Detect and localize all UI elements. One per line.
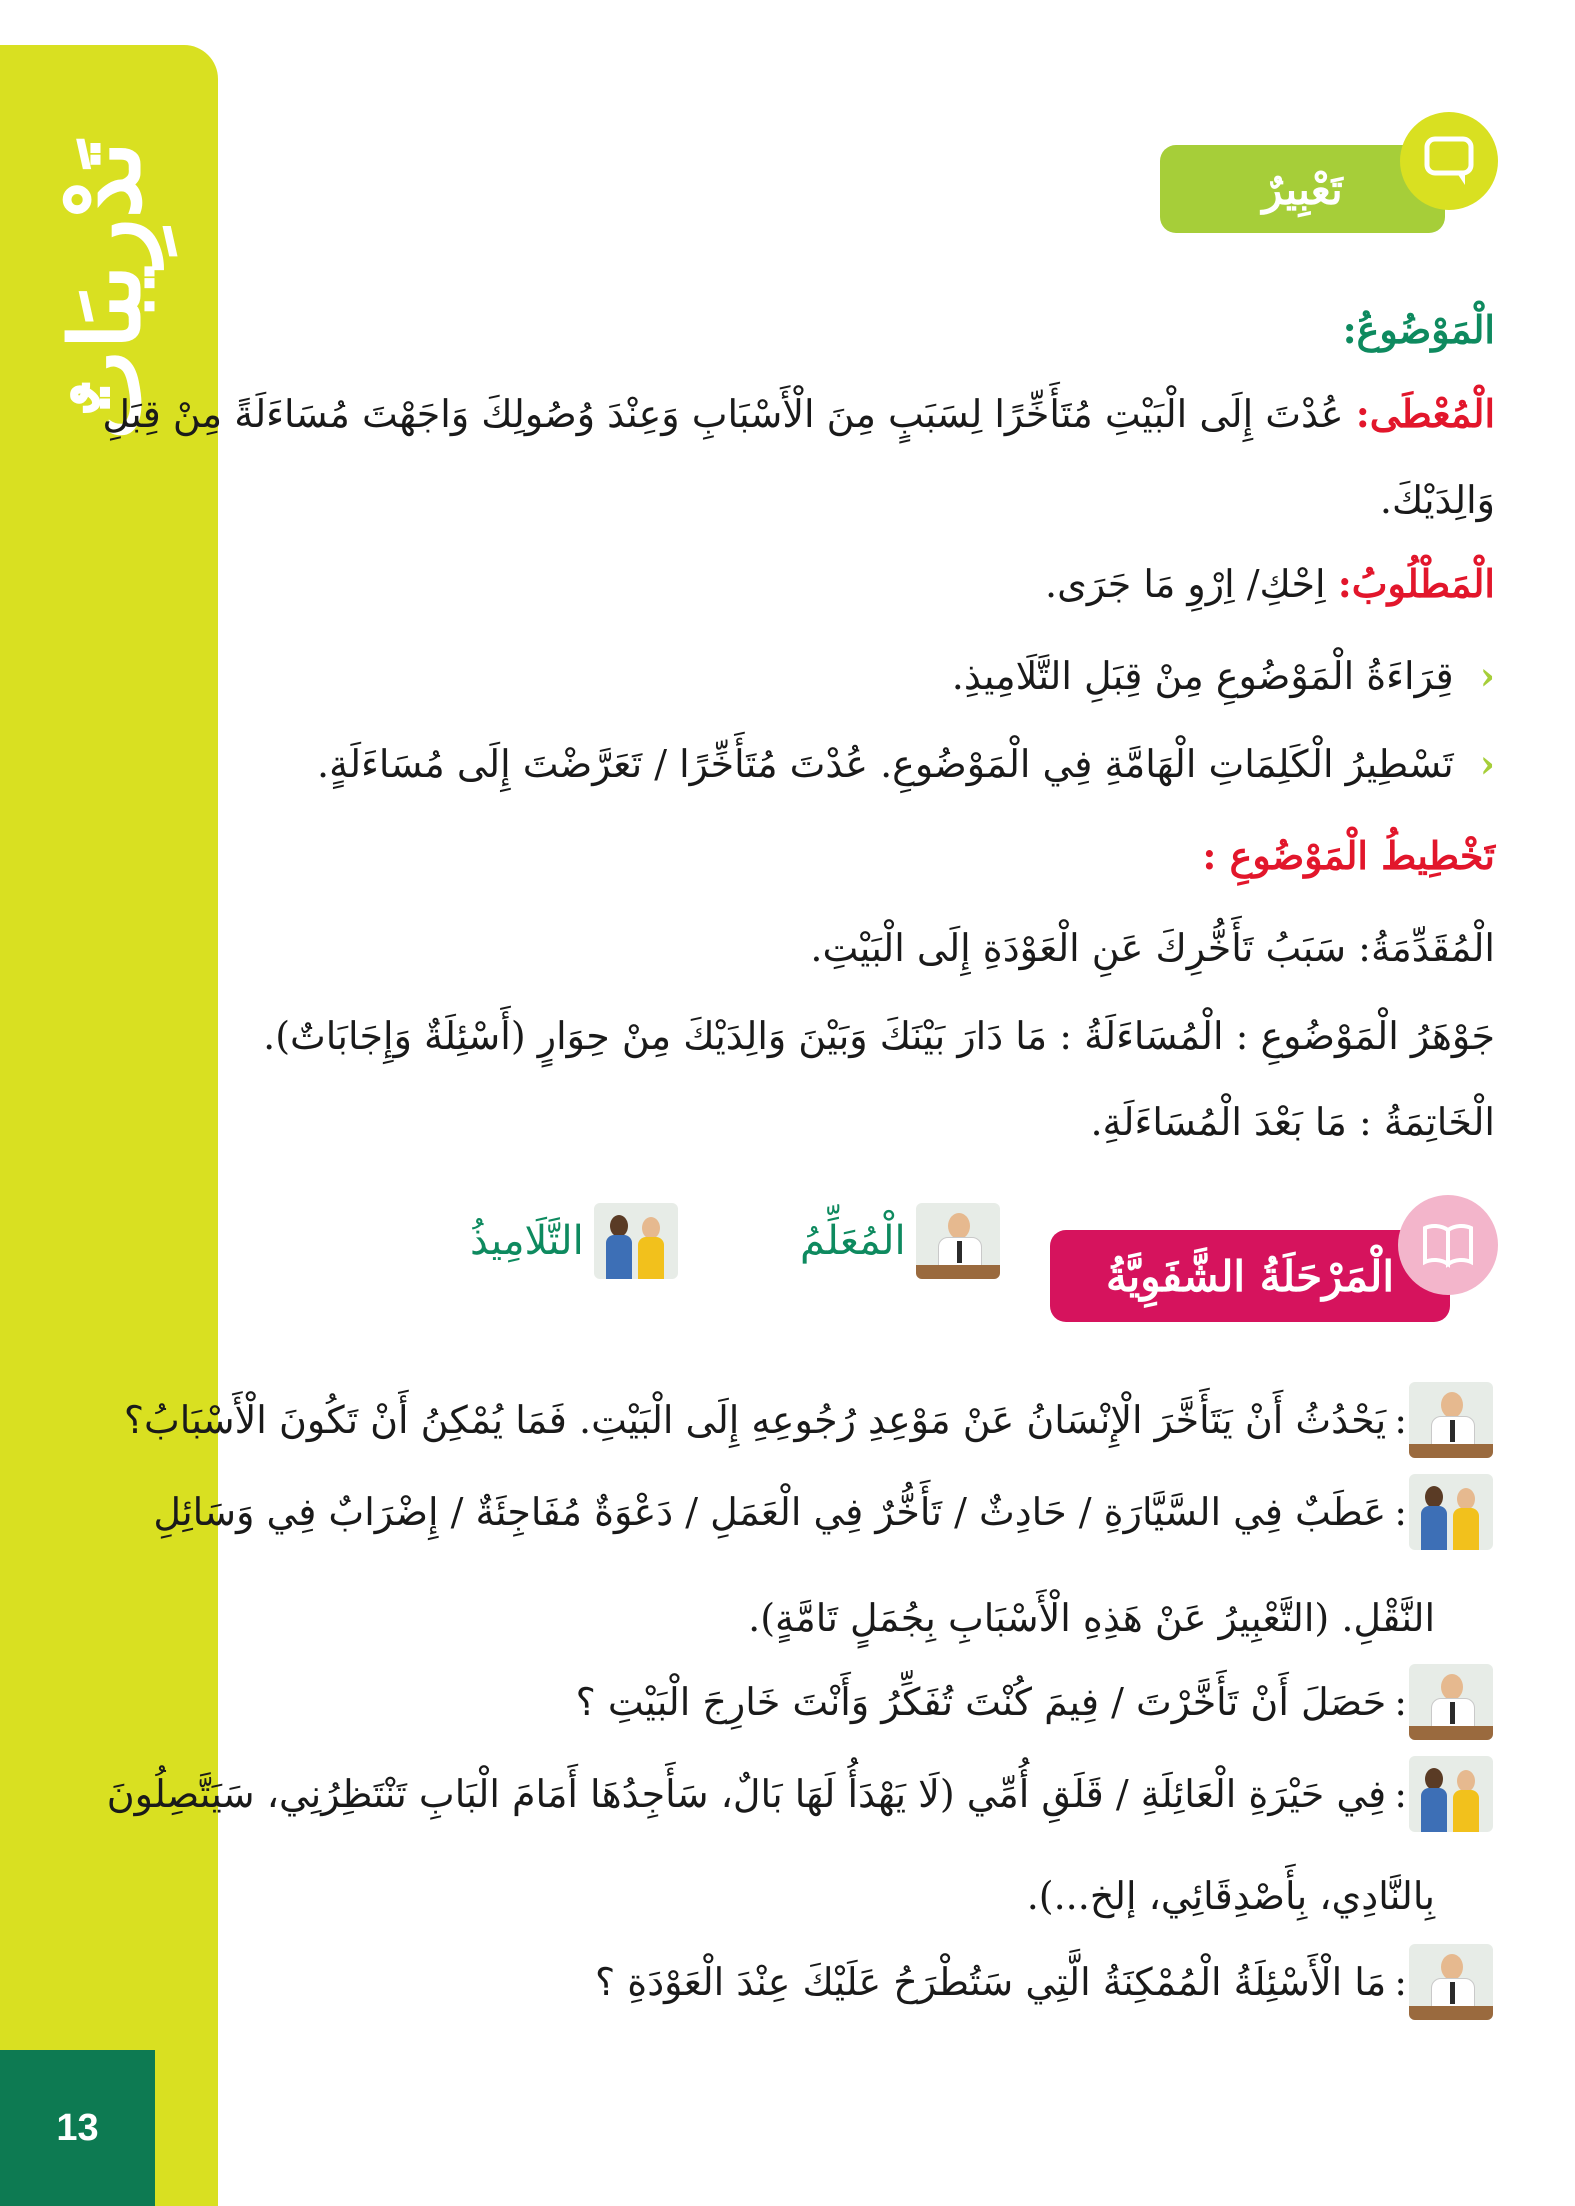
step-text: قِرَاءَةُ الْمَوْضُوعِ مِنْ قِبَلِ التَّلَامِيذِ. [951, 654, 1454, 698]
plan-body-text: جَوْهَرُ الْمَوْضُوعِ : الْمُسَاءَلَةُ : مَا دَارَ بَيْنَكَ وَبَيْنَ وَالِدَيْكَ مِنْ حِوَارٍ (أَسْئِلَةٌ وَإِجَابَاتٌ). [263, 1014, 1495, 1058]
plan-body [263, 1008, 1495, 1064]
legend-students-label: التَّلَامِيذُ [470, 1218, 584, 1264]
colon: : [1394, 1398, 1407, 1442]
colon: : [1394, 1772, 1407, 1816]
dialog-row [595, 1944, 1493, 2020]
colon: : [1394, 1490, 1407, 1534]
section-oral-header [1050, 1230, 1450, 1322]
topic-label [1343, 302, 1495, 358]
topic-label-text: الْمَوْضُوعُ: [1342, 307, 1495, 352]
required-text: اِحْكِ/ اِرْوِ مَا جَرَى. [1045, 562, 1326, 606]
plan-label [1202, 828, 1495, 884]
legend-students [470, 1195, 678, 1287]
dialog-text: حَصَلَ أَنْ تَأَخَّرْتَ / فِيمَ كُنْتَ تُفَكِّرُ وَأَنْتَ خَارِجَ الْبَيْتِ ؟ [575, 1680, 1387, 1724]
step-item [952, 648, 1495, 704]
required-line [1045, 556, 1495, 612]
colon: : [1394, 1960, 1407, 2004]
given-text-2: وَالِدَيْكَ. [1379, 478, 1495, 522]
dialog-text: يَحْدُثُ أَنْ يَتَأَخَّرَ الْإِنْسَانُ عَنْ مَوْعِدِ رُجُوعِهِ إِلَى الْبَيْتِ. فَمَا يُمْكِنُ أَنْ تَكُونَ الْأَسْبَابُ؟ [123, 1398, 1387, 1442]
dialog-row [153, 1474, 1493, 1550]
given-label: الْمُعْطَى: [1355, 391, 1495, 436]
page-number-box [0, 2050, 155, 2206]
chevron-left-icon: ‹ [1479, 741, 1495, 786]
teacher-avatar [1409, 1664, 1493, 1740]
students-avatar [1409, 1474, 1493, 1550]
step-text: تَسْطِيرُ الْكَلِمَاتِ الْهَامَّةِ فِي الْمَوْضُوعِ. عُدْتَ مُتَأَخِّرًا / تَعَرَّضْتَ إِلَى مُسَاءَلَةٍ. [317, 742, 1454, 786]
teacher-avatar [1409, 1944, 1493, 2020]
legend-teacher-label: الْمُعَلِّمُ [800, 1218, 906, 1264]
chevron-left-icon: ‹ [1479, 653, 1495, 698]
dialog-row [124, 1382, 1493, 1458]
side-tab-title-text: تَدْرِيبَاتٌ [48, 140, 162, 440]
plan-intro-text: الْمُقَدِّمَةُ: سَبَبُ تَأَخُّرِكَ عَنِ الْعَوْدَةِ إِلَى الْبَيْتِ. [810, 926, 1495, 970]
dialog-text-continued: النَّقْلِ. (التَّعْبِيرُ عَنْ هَذِهِ الْأَسْبَابِ بِجُمَلٍ تَامَّةٍ). [748, 1596, 1435, 1640]
colon: : [1394, 1680, 1407, 1724]
teacher-avatar [916, 1203, 1000, 1279]
students-avatar [594, 1203, 678, 1279]
dialog-text: مَا الْأَسْئِلَةُ الْمُمْكِنَةُ الَّتِي سَتُطْرَحُ عَلَيْكَ عِنْدَ الْعَوْدَةِ ؟ [595, 1960, 1387, 2004]
plan-intro [810, 920, 1495, 976]
plan-conclusion [1090, 1094, 1495, 1150]
section-oral-title: الْمَرْحَلَةُ الشَّفَوِيَّةُ [1105, 1251, 1394, 1301]
dialog-text-continued: بِالنَّادِي، بِأَصْدِقَائِي، إلخ...). [1026, 1874, 1435, 1918]
open-book-icon [1398, 1195, 1498, 1295]
given-line-2 [1380, 472, 1495, 528]
section-expression-title: تَعْبِيرٌ [1262, 164, 1343, 214]
dialog-row [576, 1664, 1493, 1740]
given-line-1 [102, 386, 1495, 442]
dialog-text: عَطَبٌ فِي السَّيَّارَةِ / حَادِثٌ / تَأَخُّرٌ فِي الْعَمَلِ / دَعْوَةٌ مُفَاجِئَةٌ / إِضْرَابٌ فِي وَسَائِلِ [153, 1490, 1387, 1534]
side-tab-title [30, 70, 180, 510]
speech-bubble-icon [1400, 112, 1498, 210]
page-number: 13 [56, 2106, 99, 2149]
teacher-avatar [1409, 1382, 1493, 1458]
required-label: الْمَطْلُوبُ: [1337, 561, 1495, 606]
dialog-text: فِي حَيْرَةِ الْعَائِلَةِ / قَلَقِ أُمِّي (لَا يَهْدَأُ لَهَا بَالٌ، سَأَجِدُهَا أَمَامَ الْبَابِ تَنْتَظِرُنِي، سَيَتَّصِلُونَ [106, 1772, 1387, 1816]
plan-conclusion-text: الْخَاتِمَةُ : مَا بَعْدَ الْمُسَاءَلَةِ. [1090, 1100, 1495, 1144]
step-item [317, 736, 1495, 792]
legend-teacher [800, 1195, 1000, 1287]
given-text-1: عُدْتَ إِلَى الْبَيْتِ مُتَأَخِّرًا لِسَبَبٍ مِنَ الْأَسْبَابِ وَعِنْدَ وُصُولِكَ وَاجَهْتَ مُسَاءَلَةً مِنْ قِبَلِ [102, 392, 1344, 436]
students-avatar [1409, 1756, 1493, 1832]
plan-label-text: تَخْطِيطُ الْمَوْضُوعِ : [1202, 833, 1495, 878]
dialog-row [107, 1756, 1493, 1832]
